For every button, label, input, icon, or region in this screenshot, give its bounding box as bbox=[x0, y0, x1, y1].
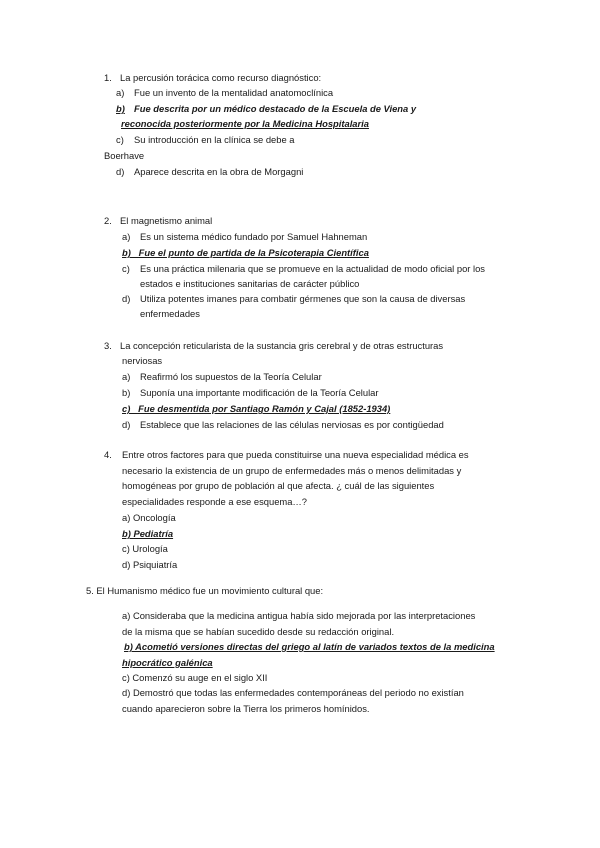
option-letter: d) bbox=[116, 166, 125, 177]
question-3-option-a bbox=[122, 371, 322, 383]
question-1-stem: La percusión torácica como recurso diagnóstico: bbox=[120, 72, 322, 83]
question-1-option-d bbox=[116, 166, 304, 178]
option-text: Suponía una importante modificación de la Teoría Celular bbox=[140, 387, 379, 398]
question-2-option-d-cont: enfermedades bbox=[140, 308, 200, 319]
question-2-option-c bbox=[122, 263, 485, 275]
question-3-stem-cont: nerviosas bbox=[122, 355, 163, 366]
question-4-number: 4. bbox=[104, 449, 112, 460]
question-4-option-c: c) Urología bbox=[122, 543, 168, 554]
option-text: Fue descrita por un médico destacado de la Escuela de Viena y bbox=[134, 103, 417, 114]
option-text: Aparece descrita en la obra de Morgagni bbox=[134, 166, 304, 177]
question-2-option-c-cont: estados e instituciones sanitarias de carácter público bbox=[140, 278, 360, 289]
option-text: Es un sistema médico fundado por Samuel Hahneman bbox=[140, 231, 368, 242]
question-1-option-a bbox=[116, 87, 334, 99]
question-1-number: 1. bbox=[104, 72, 112, 83]
option-letter: b) bbox=[122, 387, 131, 398]
question-4-stem-cont-1: necesario la existencia de un grupo de enfermedades más o menos delimitadas y bbox=[122, 465, 462, 476]
question-2-stem-line bbox=[104, 215, 213, 227]
question-3-number: 3. bbox=[104, 340, 112, 351]
question-5-option-d-cont: cuando aparecieron sobre la Tierra los primeros homínidos. bbox=[122, 703, 370, 714]
option-letter: d) bbox=[122, 419, 131, 430]
option-text: Es una práctica milenaria que se promueve en la actualidad de modo oficial por los bbox=[140, 263, 485, 274]
question-2-number: 2. bbox=[104, 215, 112, 226]
question-5-option-c: c) Comenzó su auge en el siglo XII bbox=[122, 672, 268, 683]
option-letter: c) bbox=[116, 134, 124, 145]
question-3-option-d bbox=[122, 419, 444, 431]
question-4-stem: Entre otros factores para que pueda constituirse una nueva especialidad médica es bbox=[122, 449, 469, 460]
question-1-option-c-cont: Boerhave bbox=[104, 150, 145, 161]
option-letter: a) bbox=[122, 371, 131, 382]
question-3-option-c-correct: c) Fue desmentida por Santiago Ramón y Cajal (1852-1934) bbox=[122, 403, 391, 414]
option-text: Utiliza potentes imanes para combatir gérmenes que son la causa de diversas bbox=[140, 293, 466, 304]
question-5-option-b-correct: b) Acometió versiones directas del griego al latín de variados textos de la medicina bbox=[124, 641, 495, 652]
question-3-option-b bbox=[122, 387, 379, 399]
question-2-option-a bbox=[122, 231, 368, 243]
question-5-option-d: d) Demostró que todas las enfermedades contemporáneas del periodo no existían bbox=[122, 687, 464, 698]
question-2-stem: El magnetismo animal bbox=[120, 215, 213, 226]
question-1-option-b-correct-cont: reconocida posteriormente por la Medicina Hospitalaria bbox=[121, 118, 369, 129]
question-4-stem-line bbox=[104, 449, 469, 461]
question-5-option-b-correct-cont: hipocrático galénica bbox=[122, 657, 213, 668]
question-5-option-a-cont: de la misma que se habían sucedido desde su redacción original. bbox=[122, 626, 395, 637]
option-letter: a) bbox=[122, 231, 131, 242]
question-4-option-a: a) Oncología bbox=[122, 512, 176, 523]
option-text: Fue un invento de la mentalidad anatomoclínica bbox=[134, 87, 334, 98]
option-text: Reafirmó los supuestos de la Teoría Celular bbox=[140, 371, 322, 382]
question-4-option-b-correct: b) Pediatría bbox=[122, 528, 174, 539]
option-text: Establece que las relaciones de las células nerviosas es por contigüedad bbox=[140, 419, 444, 430]
option-letter: d) bbox=[122, 293, 131, 304]
question-1-option-c bbox=[116, 134, 295, 146]
question-4-stem-cont-2: homogéneas por grupo de población al que afecta. ¿ cuál de las siguientes bbox=[122, 480, 435, 491]
question-4-stem-cont-3: especialidades responde a ese esquema…? bbox=[122, 496, 308, 507]
question-1-option-b-correct bbox=[116, 103, 417, 115]
question-1-stem-line bbox=[104, 72, 322, 84]
question-5-stem: 5. El Humanismo médico fue un movimiento cultural que: bbox=[86, 585, 324, 596]
question-2-option-d bbox=[122, 293, 466, 305]
option-text: Su introducción en la clínica se debe a bbox=[134, 134, 295, 145]
question-2-option-b-correct: b) Fue el punto de partida de la Psicoterapia Científica bbox=[122, 247, 369, 258]
question-5-option-a: a) Consideraba que la medicina antigua había sido mejorada por las interpretaciones bbox=[122, 610, 476, 621]
option-letter: b) bbox=[116, 103, 125, 114]
question-4-option-d: d) Psiquiatría bbox=[122, 559, 178, 570]
question-3-stem-line bbox=[104, 340, 444, 352]
option-letter: c) bbox=[122, 263, 130, 274]
option-letter: a) bbox=[116, 87, 125, 98]
question-3-stem: La concepción reticularista de la sustancia gris cerebral y de otras estructuras bbox=[120, 340, 444, 351]
